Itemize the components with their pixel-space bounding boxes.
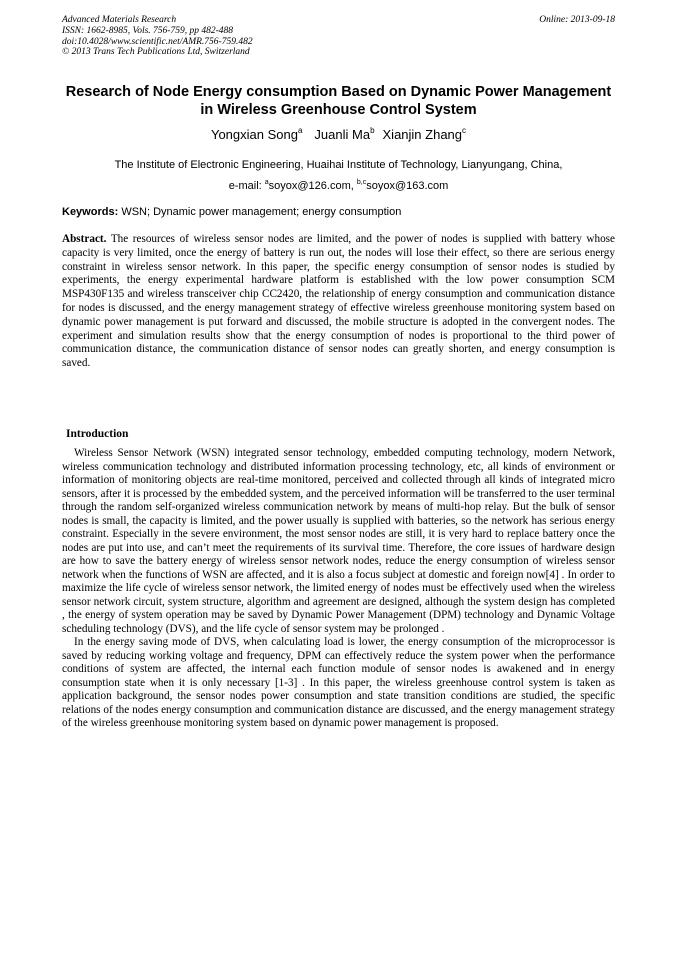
email-sup-a: a xyxy=(264,179,269,186)
author-name: Xianjin Zhang xyxy=(382,127,463,142)
email-sup-bc: b,c xyxy=(356,179,367,186)
online-date: Online: 2013-09-18 xyxy=(539,15,615,25)
body-paragraph: In the energy saving mode of DVS, when calculating load is lower, the energy consumption of the microprocessor is saved by reducing working voltage and frequency, DPM can effectively reduce the system power when the performance conditions of system are affected, the internal each function module of sensor nodes is awakened and in energy consumption state when it is only necessary [1-3] . In this paper, the wireless greenhouse control system is taken as application background, the sensor nodes power consumption and state transition conditions are studied, the specific relations of the nodes energy consumption and communication distance are discussed, and the energy management strategy of the wireless greenhouse monitoring system based on dynamic power management is proposed. xyxy=(62,636,615,729)
keywords-label: Keywords: xyxy=(62,206,119,218)
issn-line: ISSN: 1662-8985, Vols. 756-759, pp 482-488 xyxy=(62,25,233,36)
body-paragraph: Wireless Sensor Network (WSN) integrated sensor technology, embedded computing technology, modern Network, wireless communication technology and distributed information processing technology, etc, all kinds of environment or information of monitoring objects are real-time monitored, perceived and collected through all kinds of integrated micro sensors, after it is processed by the embedded system, and the perceived information will be transferred to the user terminal through the random self-organized wireless communication network by means of multi-hop relay. But the bulk of sensor nodes is small, the capacity is limited, and the power usually is supplied with batteries, so the network has serious energy constraint. Especially in the severe environment, the most sensor nodes are still, it is very hard to replace battery once the nodes are put into use, and can’t meet the requirements of its survival time. Therefore, the core issues of hardware design are how to save the battery energy of wireless sensor network nodes, reduce the energy consumption of wireless sensor network when the functions of WSN are affected, and it is also a focus subject at domestic and foreign now[4] . In order to maximize the life cycle of wireless sensor network, the limited energy of nodes must be effectively used when the wireless sensor network circuit, system structure, algorithm and agreement are designed, although the system design has completed , the energy of system operation may be saved by Dynamic Power Management (DPM) technology and Dynamic Voltage scheduling technology (DVS), and the life cycle of sensor system may be prolonged . xyxy=(62,447,615,635)
journal-header xyxy=(62,15,615,58)
email-a: soyox@126.com, xyxy=(268,180,354,192)
affiliation-email xyxy=(62,176,615,197)
introduction-heading: Introduction xyxy=(66,428,129,440)
affiliation-institute: The Institute of Electronic Engineering, Huaihai Institute of Technology, Lianyungang, China, xyxy=(114,159,563,171)
author-sup: c xyxy=(462,126,467,135)
email-bc: soyox@163.com xyxy=(366,180,449,192)
abstract-label: Abstract. xyxy=(62,233,107,245)
author-sup: a xyxy=(297,126,303,135)
keywords-line xyxy=(62,205,615,219)
introduction-body xyxy=(62,447,615,731)
author-list xyxy=(62,127,615,143)
abstract-block xyxy=(62,233,615,371)
author-sup: b xyxy=(370,126,375,135)
journal-name: Advanced Materials Research xyxy=(62,15,177,25)
keywords-text: WSN; Dynamic power management; energy consumption xyxy=(121,206,402,218)
author-name: Yongxian Song xyxy=(210,127,298,142)
paper-title: Research of Node Energy consumption Based on Dynamic Power Management in Wireless Greenhouse Control System xyxy=(65,84,612,118)
abstract-text: The resources of wireless sensor nodes are limited, and the power of nodes is supplied with battery whose capacity is very limited, once the energy of battery is run out, the nodes will lose their effect, so there are serious energy constraint in wireless sensor network. In this paper, the specific energy consumption of sensor nodes is studied by experiments, the energy experimental hardware platform is established with the low power consumption SCM MSP430F135 and wireless transceiver chip CC2420, the relationship of energy consumption and communication distance for nodes is discussed, and the energy management strategy of effective wireless greenhouse monitoring system based on dynamic power management is put forward and discussed, the mobile structure is adopted in the convergent nodes. The experiment and simulation results show that the energy consumption of nodes is proportional to the third power of communication distance, the communication distance of sensor nodes can greatly shorten, and energy consumption is saved. xyxy=(62,233,615,370)
author-name: Juanli Ma xyxy=(314,127,371,142)
doi-line: doi:10.4028/www.scientific.net/AMR.756-759.482 xyxy=(62,36,253,47)
affiliation-block xyxy=(62,155,615,197)
copyright-line: © 2013 Trans Tech Publications Ltd, Switzerland xyxy=(62,47,250,58)
email-label: e-mail: xyxy=(228,180,265,192)
